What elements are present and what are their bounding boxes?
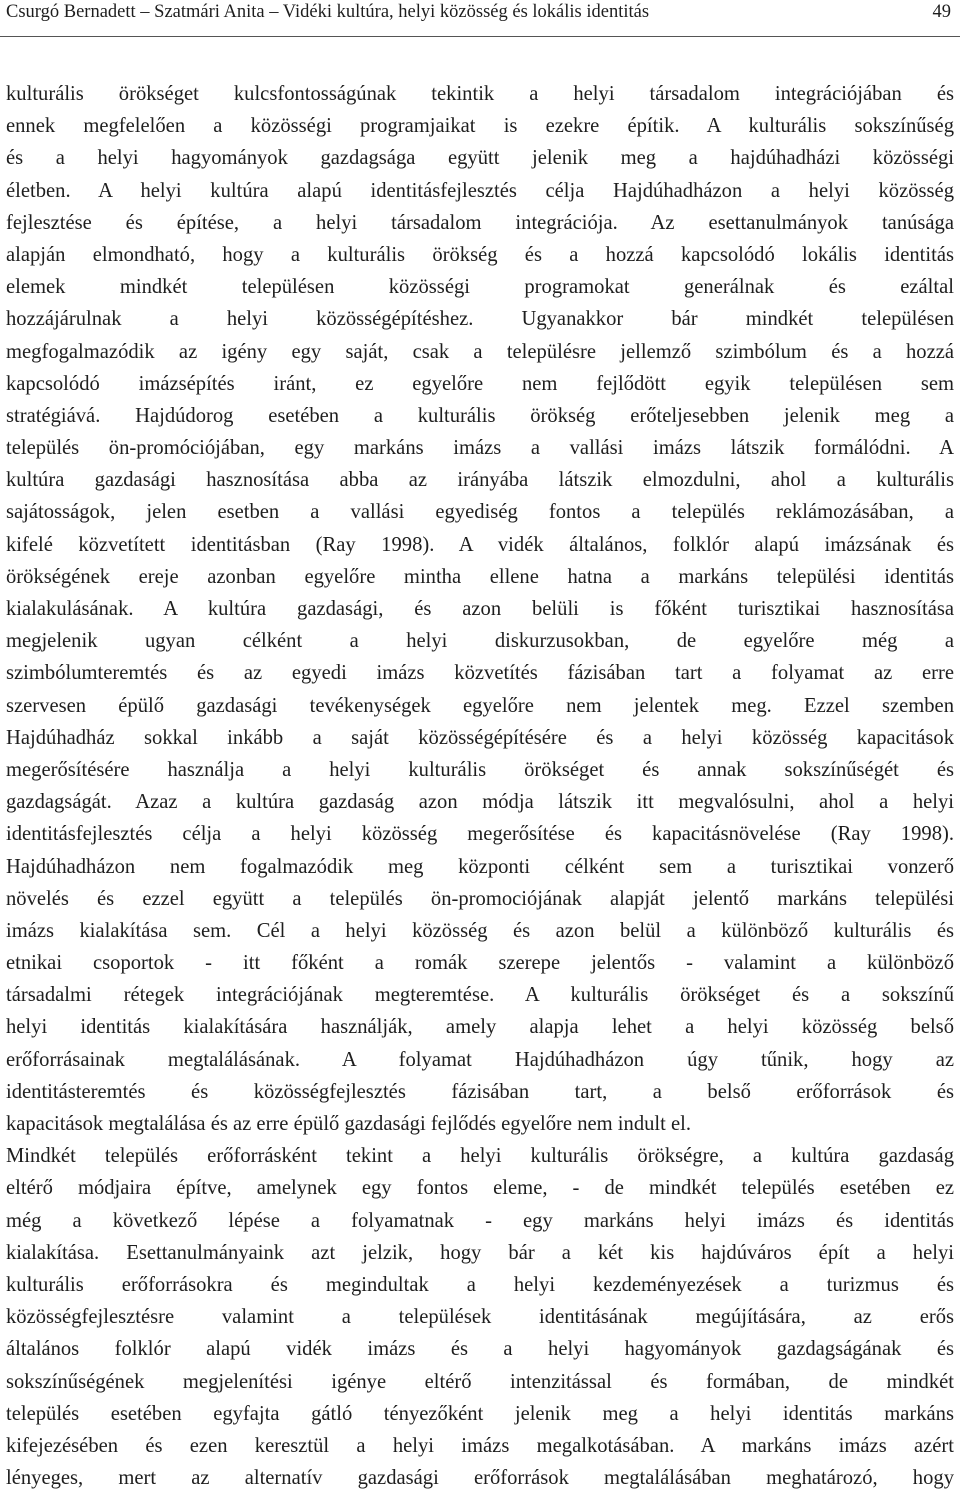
running-title: Csurgó Bernadett – Szatmári Anita – Vidéki kultúra, helyi közösség és lokális identitás <box>6 2 650 22</box>
text-line: kifelé közvetített identitásban (Ray 1998). A vidék általános, folklór alapú imázsának és <box>6 533 954 556</box>
body-text <box>6 78 954 1494</box>
text-line: eltérő módjaira építve, amelynek egy fontos eleme, - de mindkét település esetében ez <box>6 1177 954 1200</box>
text-line: kultúra gazdasági hasznosítása abba az irányába látszik elmozdulni, ahol a kulturális <box>6 469 954 492</box>
text-line: kapcsolódó imázsépítés iránt, ez egyelőre nem fejlődött egyik településen sem <box>6 372 954 395</box>
text-line: identitásteremtés és közösségfejlesztés fázisában tart, a belső erőforrások és <box>6 1080 954 1103</box>
running-header <box>0 0 960 37</box>
text-line: örökségének ereje azonban egyelőre mintha ellene hatna a markáns települési identitás <box>6 565 954 588</box>
text-line: még a következő lépése a folyamatnak - egy markáns helyi imázs és identitás <box>6 1209 954 1232</box>
text-line: hozzájárulnak a helyi közösségépítéshez. Ugyanakkor bár mindkét településen <box>6 308 954 331</box>
text-line: szervesen épülő gazdasági tevékenységek egyelőre nem jelentek meg. Ezzel szemben <box>6 694 954 717</box>
text-line: kulturális örökséget kulcsfontosságúnak tekintik a helyi társadalom integrációjában és <box>6 83 954 105</box>
text-line: ennek megfelelően a közösségi programjaikat is ezekre építik. A kulturális sokszínűség <box>6 115 954 138</box>
text-line: lényeges, mert az alternatív gazdasági erőforrások megtalálásában meghatározó, hogy <box>6 1467 954 1490</box>
text-line: társadalmi rétegek integrációjának megteremtése. A kulturális örökséget és a sokszínű <box>6 984 954 1007</box>
text-line: Hajdúhadházon nem fogalmazódik meg központi célként sem a turisztikai vonzerő <box>6 855 954 878</box>
text-line: szimbólumteremtés és az egyedi imázs közvetítés fázisában tart a folyamat az erre <box>6 662 954 685</box>
text-line: fejlesztése és építése, a helyi társadalom integrációja. Az esettanulmányok tanúsága <box>6 211 954 234</box>
text-line: gazdagságát. Azaz a kultúra gazdaság azon módja látszik itt megvalósulni, ahol a helyi <box>6 791 954 814</box>
text-line: helyi identitás kialakítására használják, amely alapja lehet a helyi közösség belső <box>6 1016 954 1039</box>
text-line: elemek mindkét településen közösségi programokat generálnak és ezáltal <box>6 276 954 299</box>
text-line: Mindkét település erőforrásként tekint a helyi kulturális örökségre, a kultúra gazdaság <box>6 1145 954 1168</box>
text-line: és a helyi hagyományok gazdagsága együtt jelenik meg a hajdúhadházi közösségi <box>6 147 954 170</box>
text-line: növelés és ezzel együtt a település ön-promociójának alapját jelentő markáns települési <box>6 887 954 910</box>
text-line: megjelenik ugyan célként a helyi diskurzusokban, de egyelőre még a <box>6 630 954 653</box>
text-line: stratégiává. Hajdúdorog esetében a kulturális örökség erőteljesebben jelenik meg a <box>6 404 954 427</box>
text-line: alapján elmondható, hogy a kulturális örökség és a hozzá kapcsolódó lokális identitás <box>6 243 954 266</box>
text-line: kialakítása. Esettanulmányaink azt jelzik, hogy bár a két kis hajdúváros épít a helyi <box>6 1241 954 1264</box>
text-line: kialakulásának. A kultúra gazdasági, és azon belüli is főként turisztikai hasznosítása <box>6 598 954 620</box>
text-line: erőforrásainak megtalálásának. A folyamat Hajdúhadházon úgy tűnik, hogy az <box>6 1048 954 1071</box>
page-number: 49 <box>932 2 951 22</box>
text-line: település esetében egyfajta gátló tényezőként jelenik meg a helyi identitás markáns <box>6 1402 954 1425</box>
text-line: identitásfejlesztés célja a helyi közösség megerősítése és kapacitásnövelése (Ray 1998). <box>6 823 954 846</box>
text-line: általános folklór alapú vidék imázs és a helyi hagyományok gazdagságának és <box>6 1338 954 1361</box>
text-line: életben. A helyi kultúra alapú identitásfejlesztés célja Hajdúhadházon a helyi közösség <box>6 179 954 202</box>
text-line: közösségfejlesztésre valamint a települések identitásának megújítására, az erős <box>6 1306 954 1329</box>
text-line: Hajdúhadház sokkal inkább a saját közösségépítésére és a helyi közösség kapacitások <box>6 726 954 749</box>
text-line: megerősítésére használja a helyi kulturális örökséget és annak sokszínűségét és <box>6 758 954 781</box>
text-line: település ön-promóciójában, egy markáns imázs a vallási imázs látszik formálódni. A <box>6 437 954 460</box>
text-line: sajátosságok, jelen esetben a vallási egyediség fontos a település reklámozásában, a <box>6 501 954 524</box>
text-line: etnikai csoportok - itt főként a romák szerepe jelentős - valamint a különböző <box>6 952 954 975</box>
text-line: imázs kialakítása sem. Cél a helyi közösség és azon belül a különböző kulturális és <box>6 919 954 942</box>
text-line: kulturális erőforrásokra és megindultak a helyi kezdeményezések a turizmus és <box>6 1273 954 1296</box>
text-line: sokszínűségének megjelenítési igénye eltérő intenzitással és formában, de mindkét <box>6 1370 954 1393</box>
text-line: megfogalmazódik az igény egy saját, csak a településre jellemző szimbólum és a hozzá <box>6 340 954 363</box>
text-line: kifejezésében és ezen keresztül a helyi imázs megalkotásában. A markáns imázs azért <box>6 1434 954 1457</box>
text-line: kapacitások megtalálása és az erre épülő gazdasági fejlődés egyelőre nem indult el. <box>6 1113 692 1135</box>
